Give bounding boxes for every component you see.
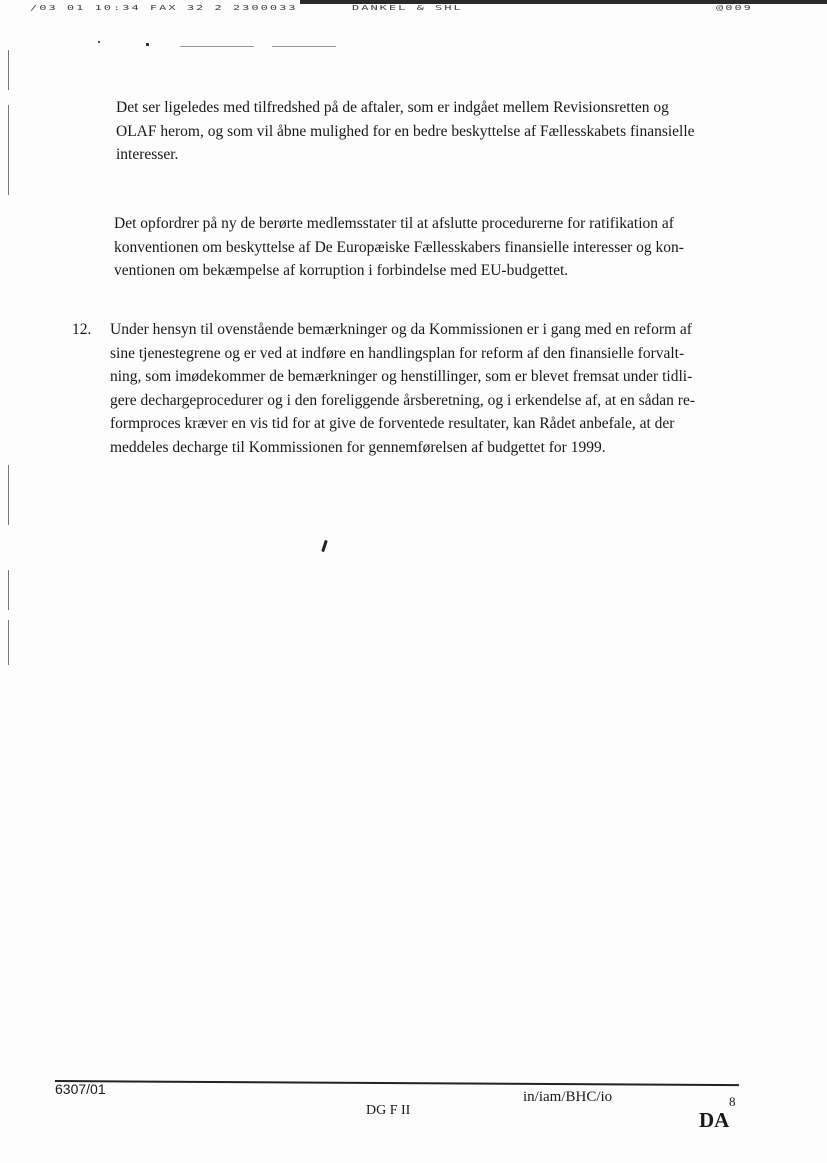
scan-artifact	[146, 43, 149, 46]
fax-header-right: @009	[716, 4, 753, 12]
footer-page-number: 8	[729, 1094, 736, 1109]
paragraph-line: meddeles decharge til Kommissionen for gennemførelsen af budgettet for 1999.	[110, 438, 606, 456]
footer-rule	[55, 1080, 739, 1086]
paragraph-line: Det ser ligeledes med tilfredshed på de aftaler, som er indgået mellem Revisionsretten og	[116, 99, 669, 116]
paragraph-line: Under hensyn til ovenstående bemærkninger og da Kommissionen er i gang med en reform af	[110, 321, 692, 338]
footer-department: DG F II	[366, 1103, 411, 1118]
item-number: 12.	[72, 321, 92, 338]
scan-artifact	[180, 46, 254, 47]
paragraph-3	[110, 318, 756, 459]
paragraph-line: OLAF herom, og som vil åbne mulighed for en bedre beskyttelse af Fællesskabets finansielle	[116, 122, 695, 140]
paragraph-line: sine tjenestegrene og er ved at indføre en handlingsplan for reform af den finansielle forvalt-	[110, 344, 685, 362]
scan-margin-mark	[8, 50, 9, 90]
scan-margin-mark	[8, 105, 9, 195]
footer-document-reference: 6307/01	[55, 1081, 106, 1097]
paragraph-line: ventionen om bekæmpelse af korruption i forbindelse med EU-budgettet.	[114, 262, 569, 279]
scan-margin-mark	[8, 620, 9, 665]
paragraph-2	[114, 212, 756, 283]
fax-header-middle: DANKEL & SHL	[352, 4, 463, 12]
scan-artifact	[98, 41, 100, 43]
paragraph-line: gere dechargeprocedurer og i den foreliggende årsberetning, og i erkendelse af, at en sådan re-	[110, 391, 695, 409]
footer-code: in/iam/BHC/io	[523, 1089, 613, 1105]
paragraph-1	[116, 96, 756, 167]
scan-margin-mark	[8, 570, 9, 610]
scan-artifact	[272, 46, 336, 47]
footer-language: DA	[699, 1108, 730, 1132]
paragraph-line: Det opfordrer på ny de berørte medlemsstater til at afslutte procedurerne for ratifikation af	[114, 215, 674, 232]
paragraph-line: formproces kræver en vis tid for at give de forventede resultater, kan Rådet anbefale, at der	[110, 415, 675, 432]
fax-header	[0, 0, 827, 34]
paragraph-line: interesser.	[116, 146, 179, 163]
scan-margin-mark	[8, 465, 9, 525]
fax-header-left: /03 01 10:34 FAX 32 2 2300033	[30, 4, 298, 12]
stray-pen-mark	[321, 540, 328, 552]
paragraph-line: ning, som imødekommer de bemærkninger og henstillinger, som er blevet fremsat under tidli-	[110, 368, 693, 385]
paragraph-line: konventionen om beskyttelse af De Europæiske Fællesskabers finansielle interesser og kon-	[114, 238, 684, 256]
